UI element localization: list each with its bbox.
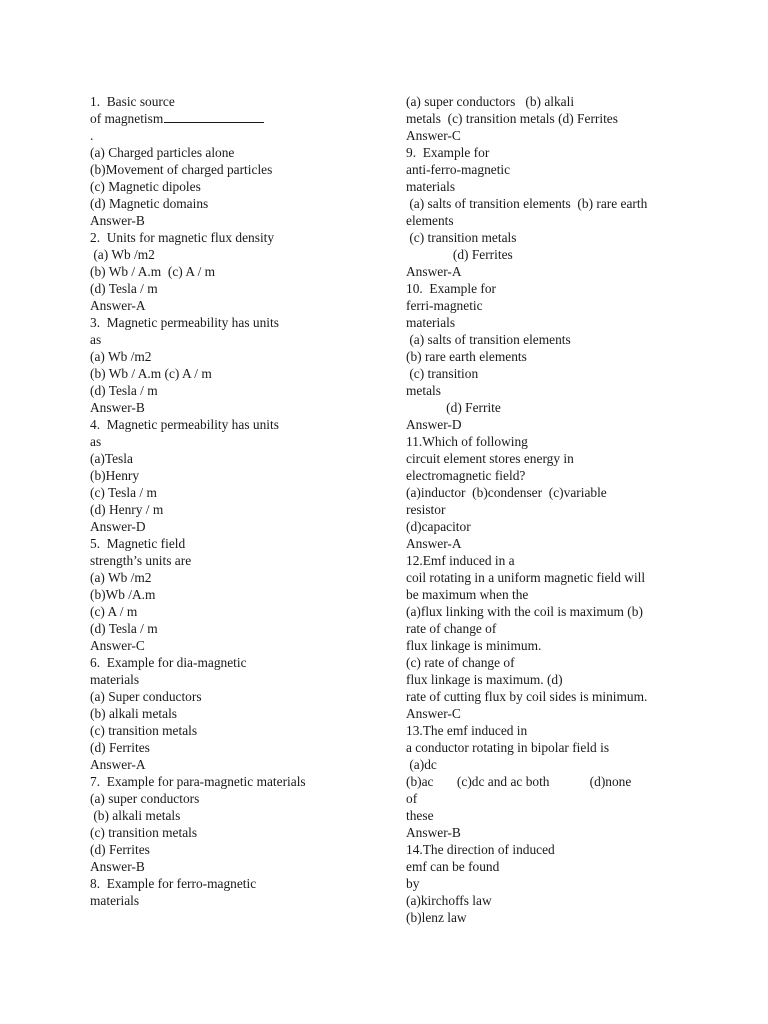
text-line-content: 11.Which of following xyxy=(406,434,528,449)
text-line xyxy=(90,212,390,229)
text-line xyxy=(90,127,390,144)
text-line xyxy=(90,603,390,620)
text-line xyxy=(406,365,706,382)
text-line-content: 2. Units for magnetic flux density xyxy=(90,230,275,245)
text-line-content: (d) Ferrites xyxy=(90,842,150,857)
text-line-content: as xyxy=(90,332,102,347)
text-line xyxy=(90,416,390,433)
text-line xyxy=(90,535,390,552)
text-line-content: Answer-A xyxy=(90,298,146,313)
text-line xyxy=(406,620,706,637)
text-line xyxy=(406,195,706,212)
text-line xyxy=(90,297,390,314)
text-line xyxy=(90,263,390,280)
text-line xyxy=(90,637,390,654)
text-line xyxy=(90,688,390,705)
text-line xyxy=(90,773,390,790)
text-line-content: Answer-B xyxy=(90,859,145,874)
fill-in-blank xyxy=(164,121,264,123)
text-line xyxy=(406,654,706,671)
left-column xyxy=(90,93,390,909)
text-line-content: 7. Example for para-magnetic materials xyxy=(90,774,306,789)
text-line xyxy=(90,93,390,110)
text-line xyxy=(90,365,390,382)
text-line xyxy=(406,671,706,688)
text-line xyxy=(90,790,390,807)
text-line xyxy=(90,518,390,535)
text-line xyxy=(406,858,706,875)
text-line-content: materials xyxy=(90,893,140,908)
text-line xyxy=(406,535,706,552)
text-line-content: (c) transition xyxy=(406,366,479,381)
text-line xyxy=(90,756,390,773)
text-line-content: (a)flux linking with the coil is maximum (b) xyxy=(406,604,643,619)
text-line xyxy=(90,586,390,603)
text-line xyxy=(406,586,706,603)
text-line xyxy=(406,144,706,161)
text-line xyxy=(90,620,390,637)
text-line xyxy=(406,875,706,892)
text-line-content: (a) Wb /m2 xyxy=(90,349,152,364)
text-line-content: materials xyxy=(90,672,140,687)
text-line xyxy=(90,433,390,450)
text-line xyxy=(406,399,706,416)
text-line-content: (b)Movement of charged particles xyxy=(90,162,273,177)
text-line-content: Answer-A xyxy=(90,757,146,772)
text-line-content: (b) Wb / A.m (c) A / m xyxy=(90,264,216,279)
text-line xyxy=(90,722,390,739)
text-line xyxy=(406,790,706,807)
text-line-content: Answer-B xyxy=(90,213,145,228)
text-line-content: Answer-B xyxy=(406,825,461,840)
text-line xyxy=(90,229,390,246)
text-line-content: 9. Example for xyxy=(406,145,490,160)
text-line xyxy=(90,739,390,756)
text-line xyxy=(406,501,706,518)
text-line-content: emf can be found xyxy=(406,859,500,874)
text-line-content: Answer-C xyxy=(90,638,145,653)
text-line-content: (d)capacitor xyxy=(406,519,471,534)
text-line-content: (c) Tesla / m xyxy=(90,485,157,500)
text-line xyxy=(90,705,390,722)
text-line-content: metals (c) transition metals (d) Ferrites xyxy=(406,111,618,126)
text-line-content: metals xyxy=(406,383,441,398)
text-line-content: 4. Magnetic permeability has units xyxy=(90,417,279,432)
text-line-content: strength’s units are xyxy=(90,553,192,568)
text-line-content: Answer-C xyxy=(406,128,461,143)
text-line-content: (b) Wb / A.m (c) A / m xyxy=(90,366,212,381)
text-line-content: flux linkage is maximum. (d) xyxy=(406,672,563,687)
text-line-content: (d) Magnetic domains xyxy=(90,196,209,211)
text-line-content: (a)kirchoffs law xyxy=(406,893,492,908)
text-line xyxy=(90,450,390,467)
text-line xyxy=(406,229,706,246)
text-line-content: Answer-C xyxy=(406,706,461,721)
text-line xyxy=(90,161,390,178)
text-line-content: (a) Charged particles alone xyxy=(90,145,235,160)
text-line xyxy=(90,195,390,212)
text-line xyxy=(90,501,390,518)
text-line xyxy=(406,382,706,399)
text-line xyxy=(90,807,390,824)
right-column xyxy=(406,93,706,926)
text-line-content: elements xyxy=(406,213,454,228)
text-line-content: electromagnetic field? xyxy=(406,468,526,483)
text-line-content: (c) rate of change of xyxy=(406,655,515,670)
text-line-content: (d) Henry / m xyxy=(90,502,164,517)
text-line xyxy=(406,807,706,824)
text-line-content: (b) alkali metals xyxy=(90,706,178,721)
text-line xyxy=(90,110,390,127)
text-line xyxy=(90,178,390,195)
text-line xyxy=(90,569,390,586)
text-line-content: (d) Tesla / m xyxy=(90,383,158,398)
text-line xyxy=(406,263,706,280)
text-line xyxy=(90,399,390,416)
text-line-content: materials xyxy=(406,315,456,330)
text-line-content: flux linkage is minimum. xyxy=(406,638,542,653)
text-line-content: 8. Example for ferro-magnetic xyxy=(90,876,257,891)
text-line xyxy=(90,892,390,909)
text-line-content: (c) transition metals xyxy=(90,723,198,738)
text-line xyxy=(406,127,706,144)
text-line-content: 5. Magnetic field xyxy=(90,536,186,551)
text-line xyxy=(406,892,706,909)
text-line xyxy=(406,280,706,297)
text-line-content: 3. Magnetic permeability has units xyxy=(90,315,279,330)
text-line xyxy=(406,637,706,654)
text-line xyxy=(406,722,706,739)
text-line xyxy=(406,773,706,790)
text-line xyxy=(90,858,390,875)
text-line-content: ferri-magnetic xyxy=(406,298,483,313)
text-line-content: 1. Basic source xyxy=(90,94,175,109)
text-line-content: (b)ac (c)dc and ac both (d)none xyxy=(406,774,632,789)
text-line xyxy=(406,212,706,229)
text-line xyxy=(406,909,706,926)
text-line-content: 14.The direction of induced xyxy=(406,842,555,857)
text-line-content: (a) salts of transition elements (b) rare earth xyxy=(406,196,648,211)
text-line-content: (c) A / m xyxy=(90,604,138,619)
text-line xyxy=(406,467,706,484)
text-line xyxy=(406,246,706,263)
text-line xyxy=(90,875,390,892)
text-line-content: (a) Super conductors xyxy=(90,689,202,704)
text-line xyxy=(406,348,706,365)
text-line xyxy=(406,110,706,127)
text-line-content: (a)inductor (b)condenser (c)variable xyxy=(406,485,607,500)
text-line-content: (b) alkali metals xyxy=(90,808,181,823)
text-line xyxy=(90,348,390,365)
text-line-content: (b)lenz law xyxy=(406,910,467,925)
text-line-content: materials xyxy=(406,179,456,194)
text-line-content: (d) Tesla / m xyxy=(90,281,158,296)
text-line-content: resistor xyxy=(406,502,446,517)
text-line-content: (a)Tesla xyxy=(90,451,133,466)
text-line-content: rate of cutting flux by coil sides is minimum. xyxy=(406,689,648,704)
text-line xyxy=(406,841,706,858)
text-line-content: . xyxy=(90,128,94,143)
text-line xyxy=(90,654,390,671)
text-line xyxy=(406,450,706,467)
text-line xyxy=(406,739,706,756)
text-line-content: be maximum when the xyxy=(406,587,529,602)
text-line xyxy=(406,552,706,569)
text-line-content: these xyxy=(406,808,434,823)
text-line-content: (a)dc xyxy=(406,757,437,772)
text-line-content: by xyxy=(406,876,420,891)
text-line xyxy=(90,841,390,858)
text-line xyxy=(406,331,706,348)
text-line xyxy=(90,467,390,484)
text-line-content: (b) rare earth elements xyxy=(406,349,527,364)
text-line xyxy=(406,603,706,620)
text-line-content: (b)Wb /A.m xyxy=(90,587,156,602)
text-line-content: (d) Ferrites xyxy=(406,247,513,262)
text-line-content: rate of change of xyxy=(406,621,497,636)
text-line-content: (b)Henry xyxy=(90,468,140,483)
text-line xyxy=(90,671,390,688)
text-line xyxy=(406,178,706,195)
text-line-content: 13.The emf induced in xyxy=(406,723,528,738)
text-line xyxy=(406,93,706,110)
text-line-content: Answer-A xyxy=(406,264,462,279)
text-line xyxy=(406,297,706,314)
text-line xyxy=(406,688,706,705)
text-line xyxy=(90,382,390,399)
text-line xyxy=(406,161,706,178)
text-line xyxy=(406,518,706,535)
text-line xyxy=(90,824,390,841)
text-line-content: Answer-D xyxy=(406,417,462,432)
text-line-content: Answer-B xyxy=(90,400,145,415)
text-line-content: a conductor rotating in bipolar field is xyxy=(406,740,610,755)
text-line xyxy=(90,314,390,331)
text-line-content: 6. Example for dia-magnetic xyxy=(90,655,247,670)
text-line xyxy=(406,705,706,722)
text-line-content: Answer-D xyxy=(90,519,146,534)
text-line-content: 12.Emf induced in a xyxy=(406,553,515,568)
text-line-content: coil rotating in a uniform magnetic field will xyxy=(406,570,646,585)
text-line xyxy=(90,552,390,569)
text-line-content: 10. Example for xyxy=(406,281,496,296)
text-line xyxy=(90,246,390,263)
text-line xyxy=(406,314,706,331)
text-line xyxy=(406,416,706,433)
text-line-content: Answer-A xyxy=(406,536,462,551)
text-line-content: (a) super conductors xyxy=(90,791,200,806)
text-line-content: (d) Ferrite xyxy=(406,400,501,415)
text-line-content: (c) transition metals xyxy=(90,825,198,840)
text-line-content: (d) Tesla / m xyxy=(90,621,158,636)
text-line xyxy=(90,331,390,348)
text-line xyxy=(90,484,390,501)
text-line-content: circuit element stores energy in xyxy=(406,451,574,466)
text-line xyxy=(406,824,706,841)
text-line xyxy=(406,433,706,450)
text-line-content: (a) salts of transition elements xyxy=(406,332,571,347)
text-line xyxy=(90,280,390,297)
text-line xyxy=(90,144,390,161)
text-line-content: (a) Wb /m2 xyxy=(90,570,152,585)
text-line-content: of magnetism xyxy=(90,111,164,126)
text-line-content: (a) super conductors (b) alkali xyxy=(406,94,575,109)
text-line-content: (c) transition metals xyxy=(406,230,517,245)
text-line xyxy=(406,756,706,773)
text-line xyxy=(406,569,706,586)
text-line-content: as xyxy=(90,434,102,449)
text-line-content: (a) Wb /m2 xyxy=(90,247,155,262)
text-line-content: of xyxy=(406,791,418,806)
text-line-content: (c) Magnetic dipoles xyxy=(90,179,201,194)
text-line-content: anti-ferro-magnetic xyxy=(406,162,511,177)
text-line-content: (d) Ferrites xyxy=(90,740,150,755)
text-line xyxy=(406,484,706,501)
